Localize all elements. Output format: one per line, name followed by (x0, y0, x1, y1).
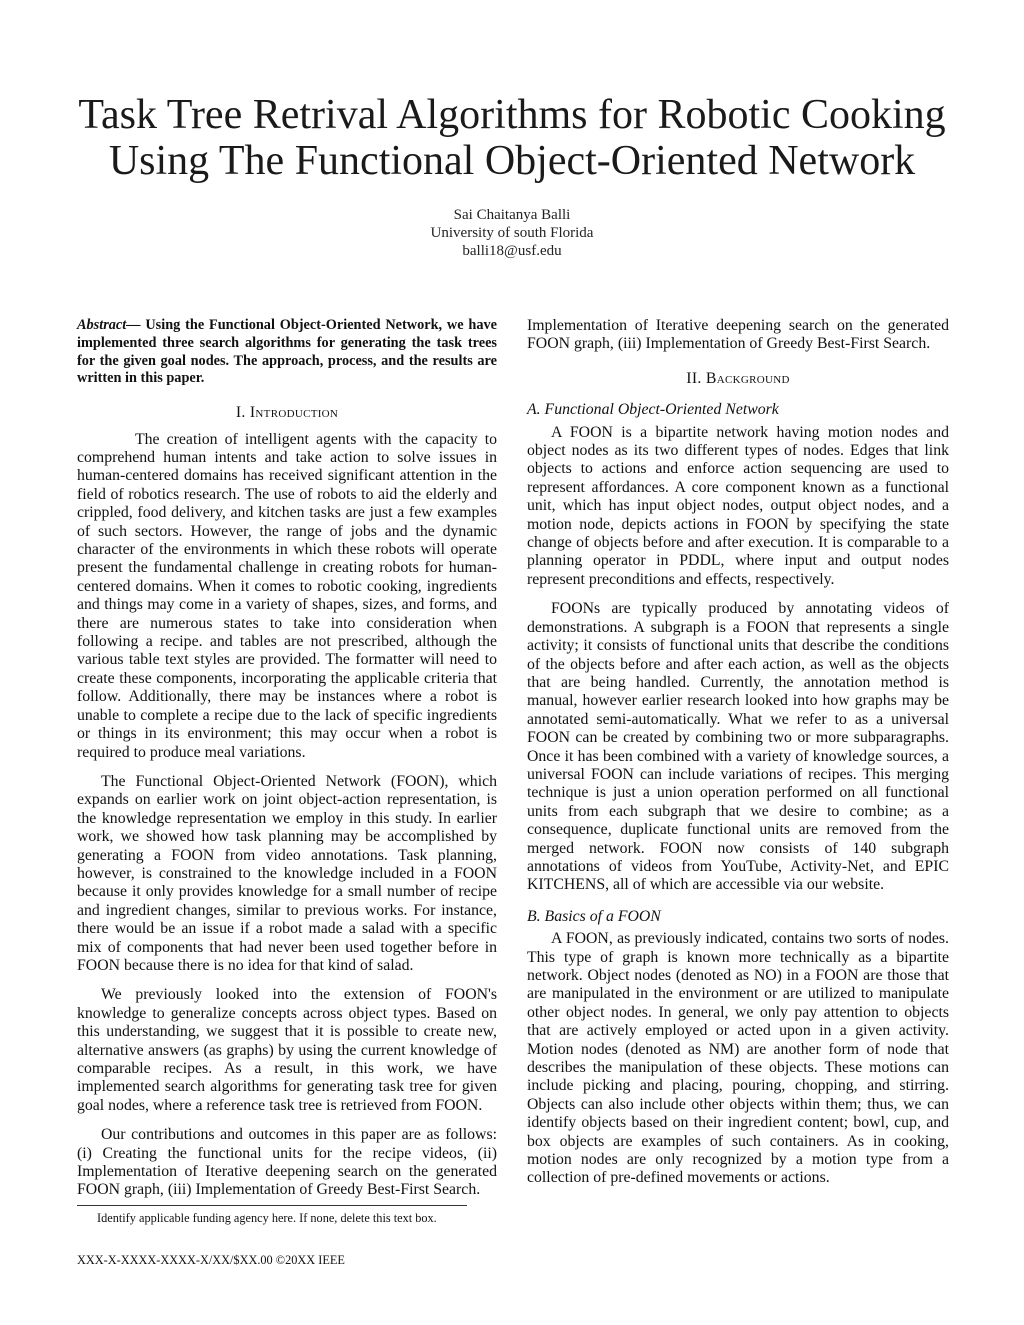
section-title: Background (705, 369, 790, 387)
paragraph: FOONs are typically produced by annotating videos of demonstrations. A subgraph is a FOON that represents a single activity; it consists of functional units that describe the conditions of the objects before and after each action, as well as the objects that are being handled. Currently, the annotation method is manual, however earlier research looked into how graphs may be annotated semi-automatically. What we refer to as a universal FOON can be created by combining two or more subparagraphs. Once it has been combined with a variety of knowledge sources, a universal FOON can include variations of recipes. This merging technique is just a union operation performed on all functional units from each subgraph that we desire to combine; as a consequence, duplicate functional units are removed from the merged network. FOON now consists of 140 subgraph annotations of videos from YouTube, Activity-Net, and EPIC KITCHENS, all of which are accessible via our website. (527, 600, 949, 894)
paragraph-contributions: Our contributions and outcomes in this paper are as follows: (i) Creating the functional units for the recipe videos, (ii) Implementation of Iterative deepening search on the generated FOON graph, (iii) Implementation of Greedy Best-First Search. (77, 1126, 497, 1199)
section-number: I. (235, 404, 246, 422)
section-heading-background (527, 370, 949, 388)
copyright-notice: XXX-X-XXXX-XXXX-X/XX/$XX.00 ©20XX IEEE (77, 1253, 345, 1267)
section-heading-introduction (77, 404, 497, 422)
title-line-1: Task Tree Retrival Algorithms for Robotic Cooking (78, 92, 946, 138)
title-line-2: Using The Functional Object-Oriented Network (108, 138, 916, 184)
paragraph: A FOON is a bipartite network having motion nodes and object nodes as its two different types of nodes. Edges that link objects to actions and enforce action sequencing are used to represent affordances. A core component known as a functional unit, which has input object nodes, output object nodes, and a motion node, depicts actions in FOON by specifying the state change of objects before and after execution. It is comparable to a planning operator in PDDL, where input and output nodes represent preconditions and effects, respectively. (527, 423, 949, 588)
paper-title (60, 92, 964, 184)
abstract-body: Using the Functional Object-Oriented Network, we have implemented three search algorithms for generating the task trees for the given goal nodes. The approach, process, and the results are written in this paper. (77, 317, 497, 387)
paragraph-contributions-continued: Implementation of Iterative deepening search on the generated FOON graph, (iii) Implementation of Greedy Best-First Search. (527, 317, 949, 353)
paragraph: We previously looked into the extension of FOON's knowledge to generalize concepts across object types. Based on this understanding, we suggest that it is possible to create new, alternative answers (as graphs) by using the current knowledge of comparable recipes. As a result, in this work, we have implemented search algorithms for generating task tree for given goal nodes, where a reference task tree is retrieved from FOON. (77, 986, 497, 1114)
left-column (77, 317, 497, 1199)
abstract-lead: Abstract— (77, 317, 141, 333)
paragraph: A FOON, as previously indicated, contains two sorts of nodes. This type of graph is known more technically as a bipartite network. Object nodes (denoted as NO) in a FOON are those that are manipulated in the environment or are utilized to manipulate other object nodes. In general, we only pay attention to objects that are actively employed or acted upon in a given activity. Motion nodes (denoted as NM) are another form of node that describes the manipulation of these objects. These motions can include picking and placing, pouring, chopping, and stirring. Objects can also include other objects within them; thus, we can identify objects based on their ingredient content; bowl, cup, and box objects are examples of such containers. As in cooking, motion nodes are only recognized by a motion type from a collection of pre-defined movements or actions. (527, 930, 949, 1187)
abstract (77, 317, 497, 388)
author-email: balli18@usf.edu (462, 243, 562, 259)
section-title: Introduction (249, 404, 339, 422)
right-column (527, 317, 949, 1188)
subsection-heading-b: B. Basics of a FOON (527, 907, 661, 925)
author-affiliation: University of south Florida (430, 225, 594, 241)
section-number: II. (686, 369, 702, 387)
funding-footnote: Identify applicable funding agency here. If none, delete this text box. (97, 1211, 437, 1225)
author-name: Sai Chaitanya Balli (453, 207, 571, 223)
subsection-heading-a: A. Functional Object-Oriented Network (527, 401, 779, 419)
paragraph: The creation of intelligent agents with the capacity to comprehend human intents and take action to solve issues in human-centered domains has received significant attention in the field of robotics research. The use of robots to aid the elderly and crippled, food delivery, and kitchen tasks are just a few examples of such sectors. However, the range of jobs and the dynamic character of the environments in which these robots will operate present the fundamental challenge in creating robots for human-centered domains. When it comes to robotic cooking, ingredients and things may come in a variety of shapes, sizes, and forms, and there are numerous states to take into consideration when following a recipe. and tables are not prescribed, although the various table text styles are provided. The formatter will need to create these components, incorporating the applicable criteria that follow. Additionally, there may be instances where a robot is unable to complete a recipe due to the lack of specific ingredients or things in its environment; this may occur when a robot is required to produce meal variations. (77, 430, 497, 761)
paragraph: The Functional Object-Oriented Network (FOON), which expands on earlier work on joint object-action representation, is the knowledge representation we employ in this study. In earlier work, we showed how task planning may be accomplished by generating a FOON from video annotations. Task planning, however, is constrained to the knowledge included in a FOON because it only provides knowledge for a small number of recipe and ingredient changes, similar to previous works. For instance, there would be an issue if a robot made a salad with a specific mix of components that had never been used together before in FOON because there is no idea for that kind of salad. (77, 772, 497, 974)
author-block (312, 206, 712, 260)
footnote-divider (77, 1205, 467, 1206)
